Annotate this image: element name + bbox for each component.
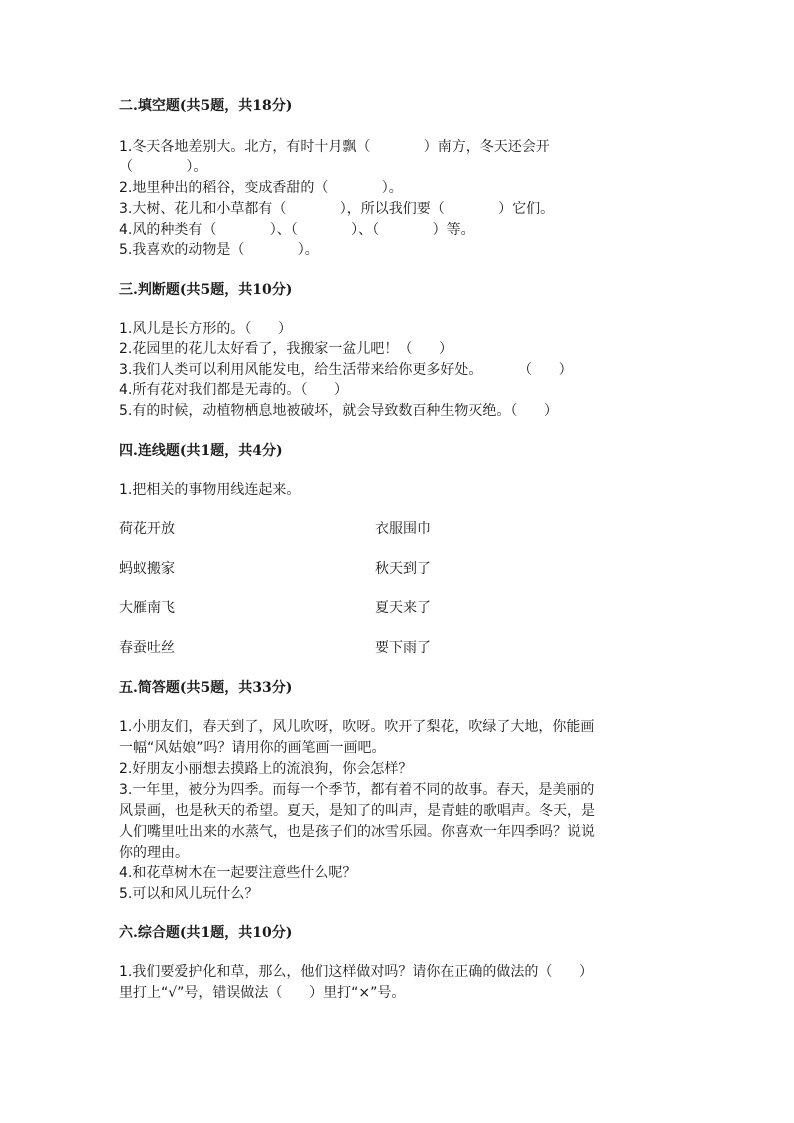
section-title-short-answer: 五.简答题(共5题，共33分) xyxy=(119,680,293,696)
match-right-item: 秋天到了 xyxy=(375,561,431,577)
question-line: 2.花园里的花儿太好看了，我搬家一盆儿吧！（ ） xyxy=(119,341,454,357)
match-right-item: 夏天来了 xyxy=(375,600,431,616)
question-line: 3.一年里，被分为四季。而每一个季节，都有着不同的故事。春天，是美丽的 xyxy=(119,782,595,798)
section-title-true-false: 三.判断题(共5题，共10分) xyxy=(119,282,293,298)
question-line: 4.所有花对我们都是无毒的。（ ） xyxy=(119,382,349,398)
section-title-fill-blank: 二.填空题(共5题，共18分) xyxy=(119,98,293,114)
match-left-item: 大雁南飞 xyxy=(119,600,175,616)
question-line: 2.地里种出的稻谷，变成香甜的（ ）。 xyxy=(119,180,403,196)
question-line: 5.有的时候，动植物栖息地被破坏，就会导致数百种生物灭绝。（ ） xyxy=(119,403,559,419)
question-line: 4.风的种类有（ ）、（ ）、（ ）等。 xyxy=(119,222,475,238)
question-line: 1.冬天各地差别大。北方，有时十月飘（ ）南方，冬天还会开 xyxy=(119,139,550,155)
match-left-item: 蚂蚁搬家 xyxy=(119,561,175,577)
question-line: 5.我喜欢的动物是（ ）。 xyxy=(119,242,319,258)
section-title-matching: 四.连线题(共1题，共4分) xyxy=(119,443,283,459)
question-line: 5.可以和风儿玩什么？ xyxy=(119,886,259,902)
question-line: 3.大树、花儿和小草都有（ ），所以我们要（ ）它们。 xyxy=(119,201,555,217)
question-line: 2.好朋友小丽想去摸路上的流浪狗，你会怎样？ xyxy=(119,761,413,777)
question-line: （ ）。 xyxy=(119,159,208,175)
match-right-item: 衣服围巾 xyxy=(375,521,431,537)
question-line: 1.我们要爱护化和草，那么，他们这样做对吗？请你在正确的做法的（ ） xyxy=(119,964,594,980)
question-line: 3.我们人类可以利用风能发电，给生活带来给你更多好处。 （ ） xyxy=(119,362,573,378)
section-title-comprehensive: 六.综合题(共1题，共10分) xyxy=(119,925,293,941)
question-line: 人们嘴里吐出来的水蒸气，也是孩子们的冰雪乐园。你喜欢一年四季吗？说说 xyxy=(119,824,595,840)
question-line: 风景画，也是秋天的希望。夏天，是知了的叫声，是青蛙的歌唱声。冬天，是 xyxy=(119,803,595,819)
match-left-item: 春蚕吐丝 xyxy=(119,640,175,656)
question-line: 你的理由。 xyxy=(119,845,189,861)
question-line: 1.风儿是长方形的。（ ） xyxy=(119,321,293,337)
question-line: 里打上“√”号，错误做法（ ）里打“×”号。 xyxy=(119,985,406,1001)
question-line: 1.把相关的事物用线连起来。 xyxy=(119,482,301,498)
match-left-item: 荷花开放 xyxy=(119,521,175,537)
question-line: 一幅“风姑娘”吗？请用你的画笔画一画吧。 xyxy=(119,740,386,756)
question-line: 4.和花草树木在一起要注意些什么呢？ xyxy=(119,865,357,881)
match-right-item: 要下雨了 xyxy=(375,640,431,656)
question-line: 1.小朋友们，春天到了，风儿吹呀，吹呀。吹开了梨花，吹绿了大地，你能画 xyxy=(119,719,595,735)
